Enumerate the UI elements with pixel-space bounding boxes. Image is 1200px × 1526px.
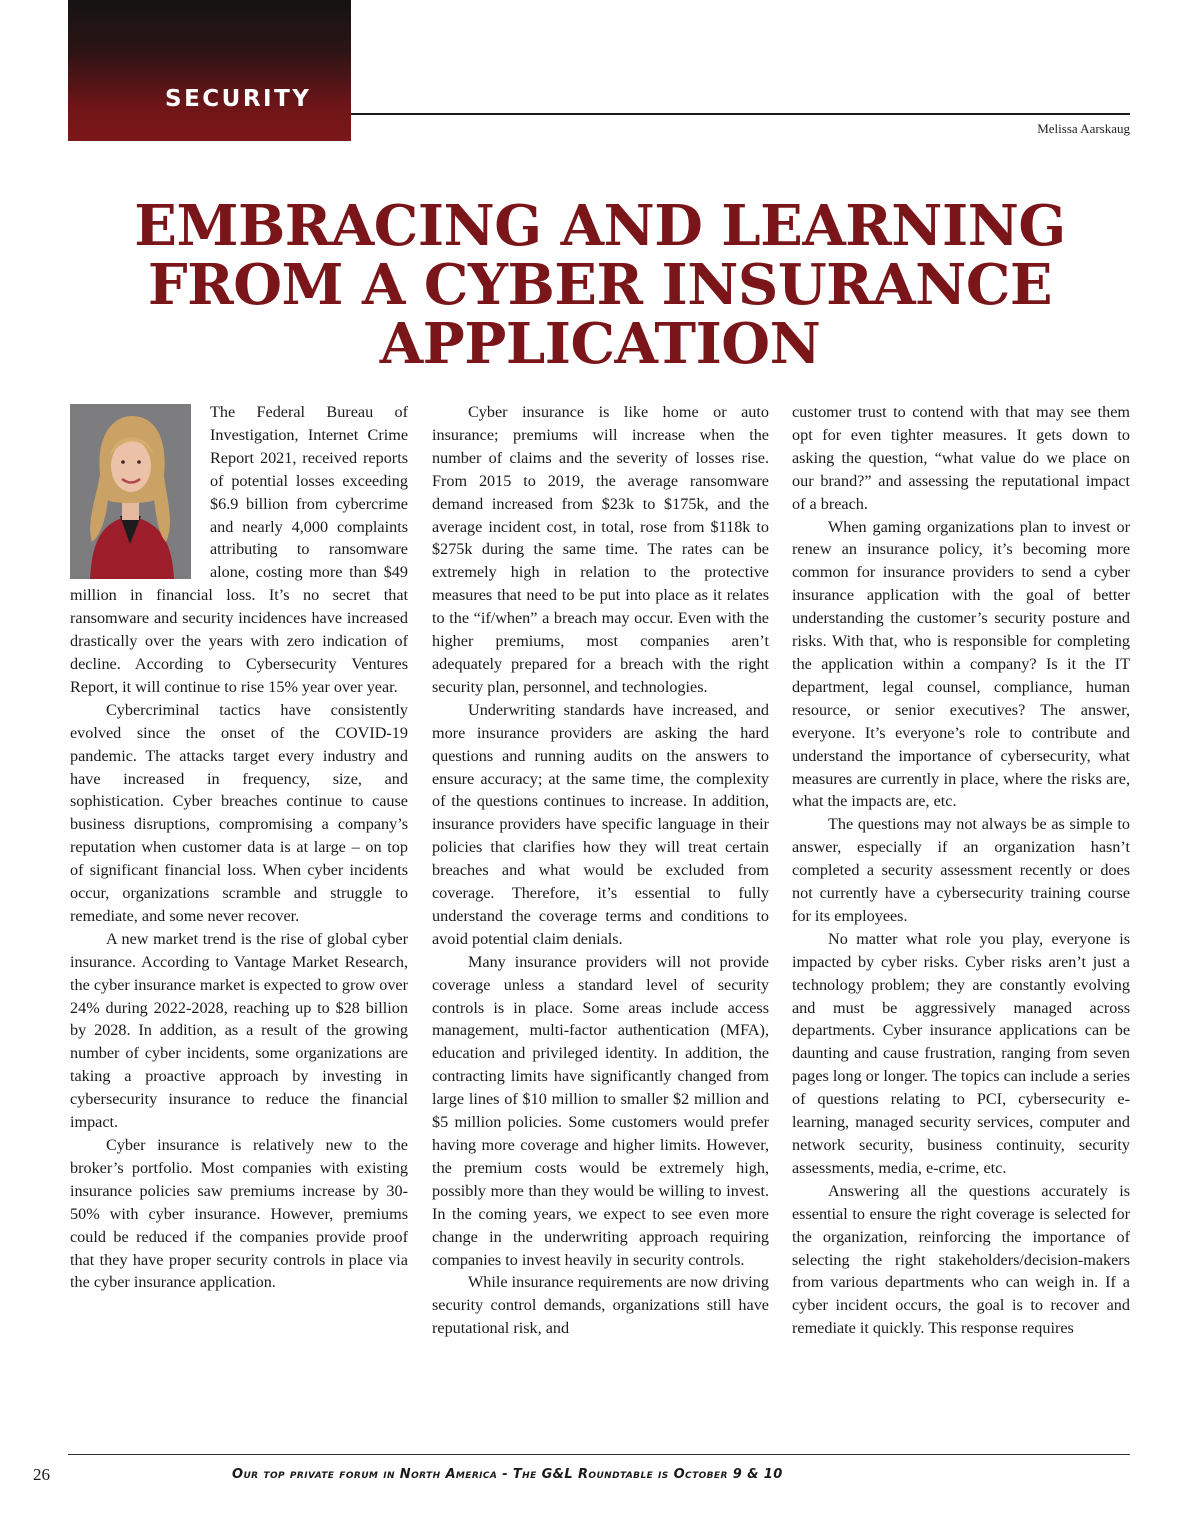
paragraph: A new market trend is the rise of global cyber insurance. According to Vantage Market Research, the cyber insurance market is expected to grow over 24% during 2022-2028, reaching up to $28 billion by 2028. In addition, as a result of the growing number of cyber incidents, some organizations are taking a proactive approach by investing in cybersecurity insurance to reduce the financial impact. bbox=[70, 929, 409, 1132]
headline-line-1: EMBRACING AND LEARNING bbox=[134, 193, 1066, 259]
article-column-2 bbox=[432, 401, 769, 1340]
article-column-3 bbox=[792, 401, 1130, 1340]
paragraph: No matter what role you play, everyone is impacted by cyber risks. Cyber risks aren’t just a technology problem; they are constantly evolving and must be aggressively managed across departments. Cyber insurance applications can be daunting and cause frustration, ranging from seven pages long or longer. The topics can include a series of questions relating to PCI, cybersecurity e-learning, managed security services, computer and network security, business continuity, security assessments, media, e-crime, etc. bbox=[792, 929, 1130, 1177]
paragraph: The questions may not always be as simple to answer, especially if an organization hasn’t completed a security assessment recently or does not currently have a cybersecurity training course for its employees. bbox=[792, 815, 1130, 925]
paragraph: Underwriting standards have increased, and more insurance providers are asking the hard questions and running audits on the answers to ensure accuracy; at the same time, the complexity of the questions continues to increase. In addition, insurance providers have specific language in their policies that clarifies how they will treat certain breaches and what would be excluded from coverage. Therefore, it’s essential to fully understand the coverage terms and conditions to avoid potential claim denials. bbox=[432, 700, 769, 948]
footer-promo: Our top private forum in North America - The G&L Roundtable is October 9 & 10 bbox=[232, 1467, 783, 1482]
section-tab bbox=[68, 0, 351, 141]
footer-rule bbox=[68, 1454, 1130, 1455]
paragraph: While insurance requirements are now driving security control demands, organizations still have reputational risk, and bbox=[432, 1273, 769, 1338]
paragraph: The Federal Bureau of Investigation, Internet Crime Report 2021, received reports of potential losses exceeding $6.9 billion from cybercrime and nearly 4,000 complaints attributing to ransomware alone, costing more than $49 million in financial loss. It’s no secret that ransomware and security incidences have increased drastically over the years with zero indication of decline. According to Cybersecurity Ventures Report, it will continue to rise 15% year over year. bbox=[70, 403, 408, 696]
paragraph: When gaming organizations plan to invest or renew an insurance policy, it’s becoming more common for insurance providers to send a cyber insurance application with the goal of better understanding the customer’s security posture and risks. With that, who is responsible for completing the application within a company? Is it the IT department, legal counsel, compliance, human resource, or senior executives? The answer, everyone. It’s everyone’s role to contribute and understand the importance of cybersecurity, what measures are currently in place, where the risks are, what the impacts are, etc. bbox=[792, 517, 1130, 811]
paragraph: Many insurance providers will not provide coverage unless a standard level of security controls is in place. Some areas include access management, multi-factor authentication (MFA), education and privileged identity. In addition, the contracting limits have significantly changed from large lines of $10 million to smaller $2 million and $5 million policies. Some customers would prefer having more coverage and higher limits. However, the premium costs would be extremely high, possibly more than they would be willing to invest. In the coming years, we expect to see even more change in the underwriting approach requiring companies to invest heavily in security controls. bbox=[432, 952, 769, 1269]
photo-wrap-spacer bbox=[70, 401, 210, 579]
paragraph: Cyber insurance is relatively new to the broker’s portfolio. Most companies with existing insurance policies saw premiums increase by 30-50% with cyber insurance. However, premiums could be reduced if the companies provide proof that they have proper security controls in place via the cyber insurance application. bbox=[70, 1136, 408, 1292]
paragraph: Cybercriminal tactics have consistently evolved since the onset of the COVID-19 pandemic. The attacks target every industry and have increased in frequency, size, and sophistication. Cyber breaches continue to cause business disruptions, compromising a company’s reputation when customer data is at large – on top of significant financial loss. When cyber incidents occur, organizations scramble and struggle to remediate, and some never recover. bbox=[70, 700, 408, 925]
article-column-1 bbox=[70, 401, 408, 1294]
page-number: 26 bbox=[33, 1465, 50, 1484]
header-rule bbox=[351, 113, 1130, 115]
section-label: SECURITY bbox=[165, 86, 312, 112]
paragraph: Answering all the questions accurately is essential to ensure the right coverage is selected for the organization, reinforcing the importance of selecting the right stakeholders/decision-makers from various departments who can weigh in. If a cyber incident occurs, the goal is to recover and remediate it quickly. This response requires bbox=[792, 1181, 1130, 1338]
author-byline: Melissa Aarskaug bbox=[1037, 121, 1130, 136]
headline-line-2: FROM A CYBER INSURANCE bbox=[147, 252, 1053, 318]
paragraph: customer trust to contend with that may see them opt for even tighter measures. It gets down to asking the question, “what value do we place on our brand?” and assessing the reputational impact of a breach. bbox=[792, 403, 1130, 513]
paragraph: Cyber insurance is like home or auto insurance; premiums will increase when the number of claims and the severity of losses rise. From 2015 to 2019, the average ransomware demand increased from $23k to $175k, and the average incident cost, in total, rose from $118k to $275k during the same time. The rates can be extremely high in relation to the protective measures that need to be put into place as it relates to the “if/when” a breach may occur. Even with the higher premiums, most companies aren’t adequately prepared for a breach with the right security plan, personnel, and technologies. bbox=[432, 403, 769, 696]
headline-line-3: APPLICATION bbox=[379, 311, 821, 377]
article-headline bbox=[40, 193, 1160, 377]
